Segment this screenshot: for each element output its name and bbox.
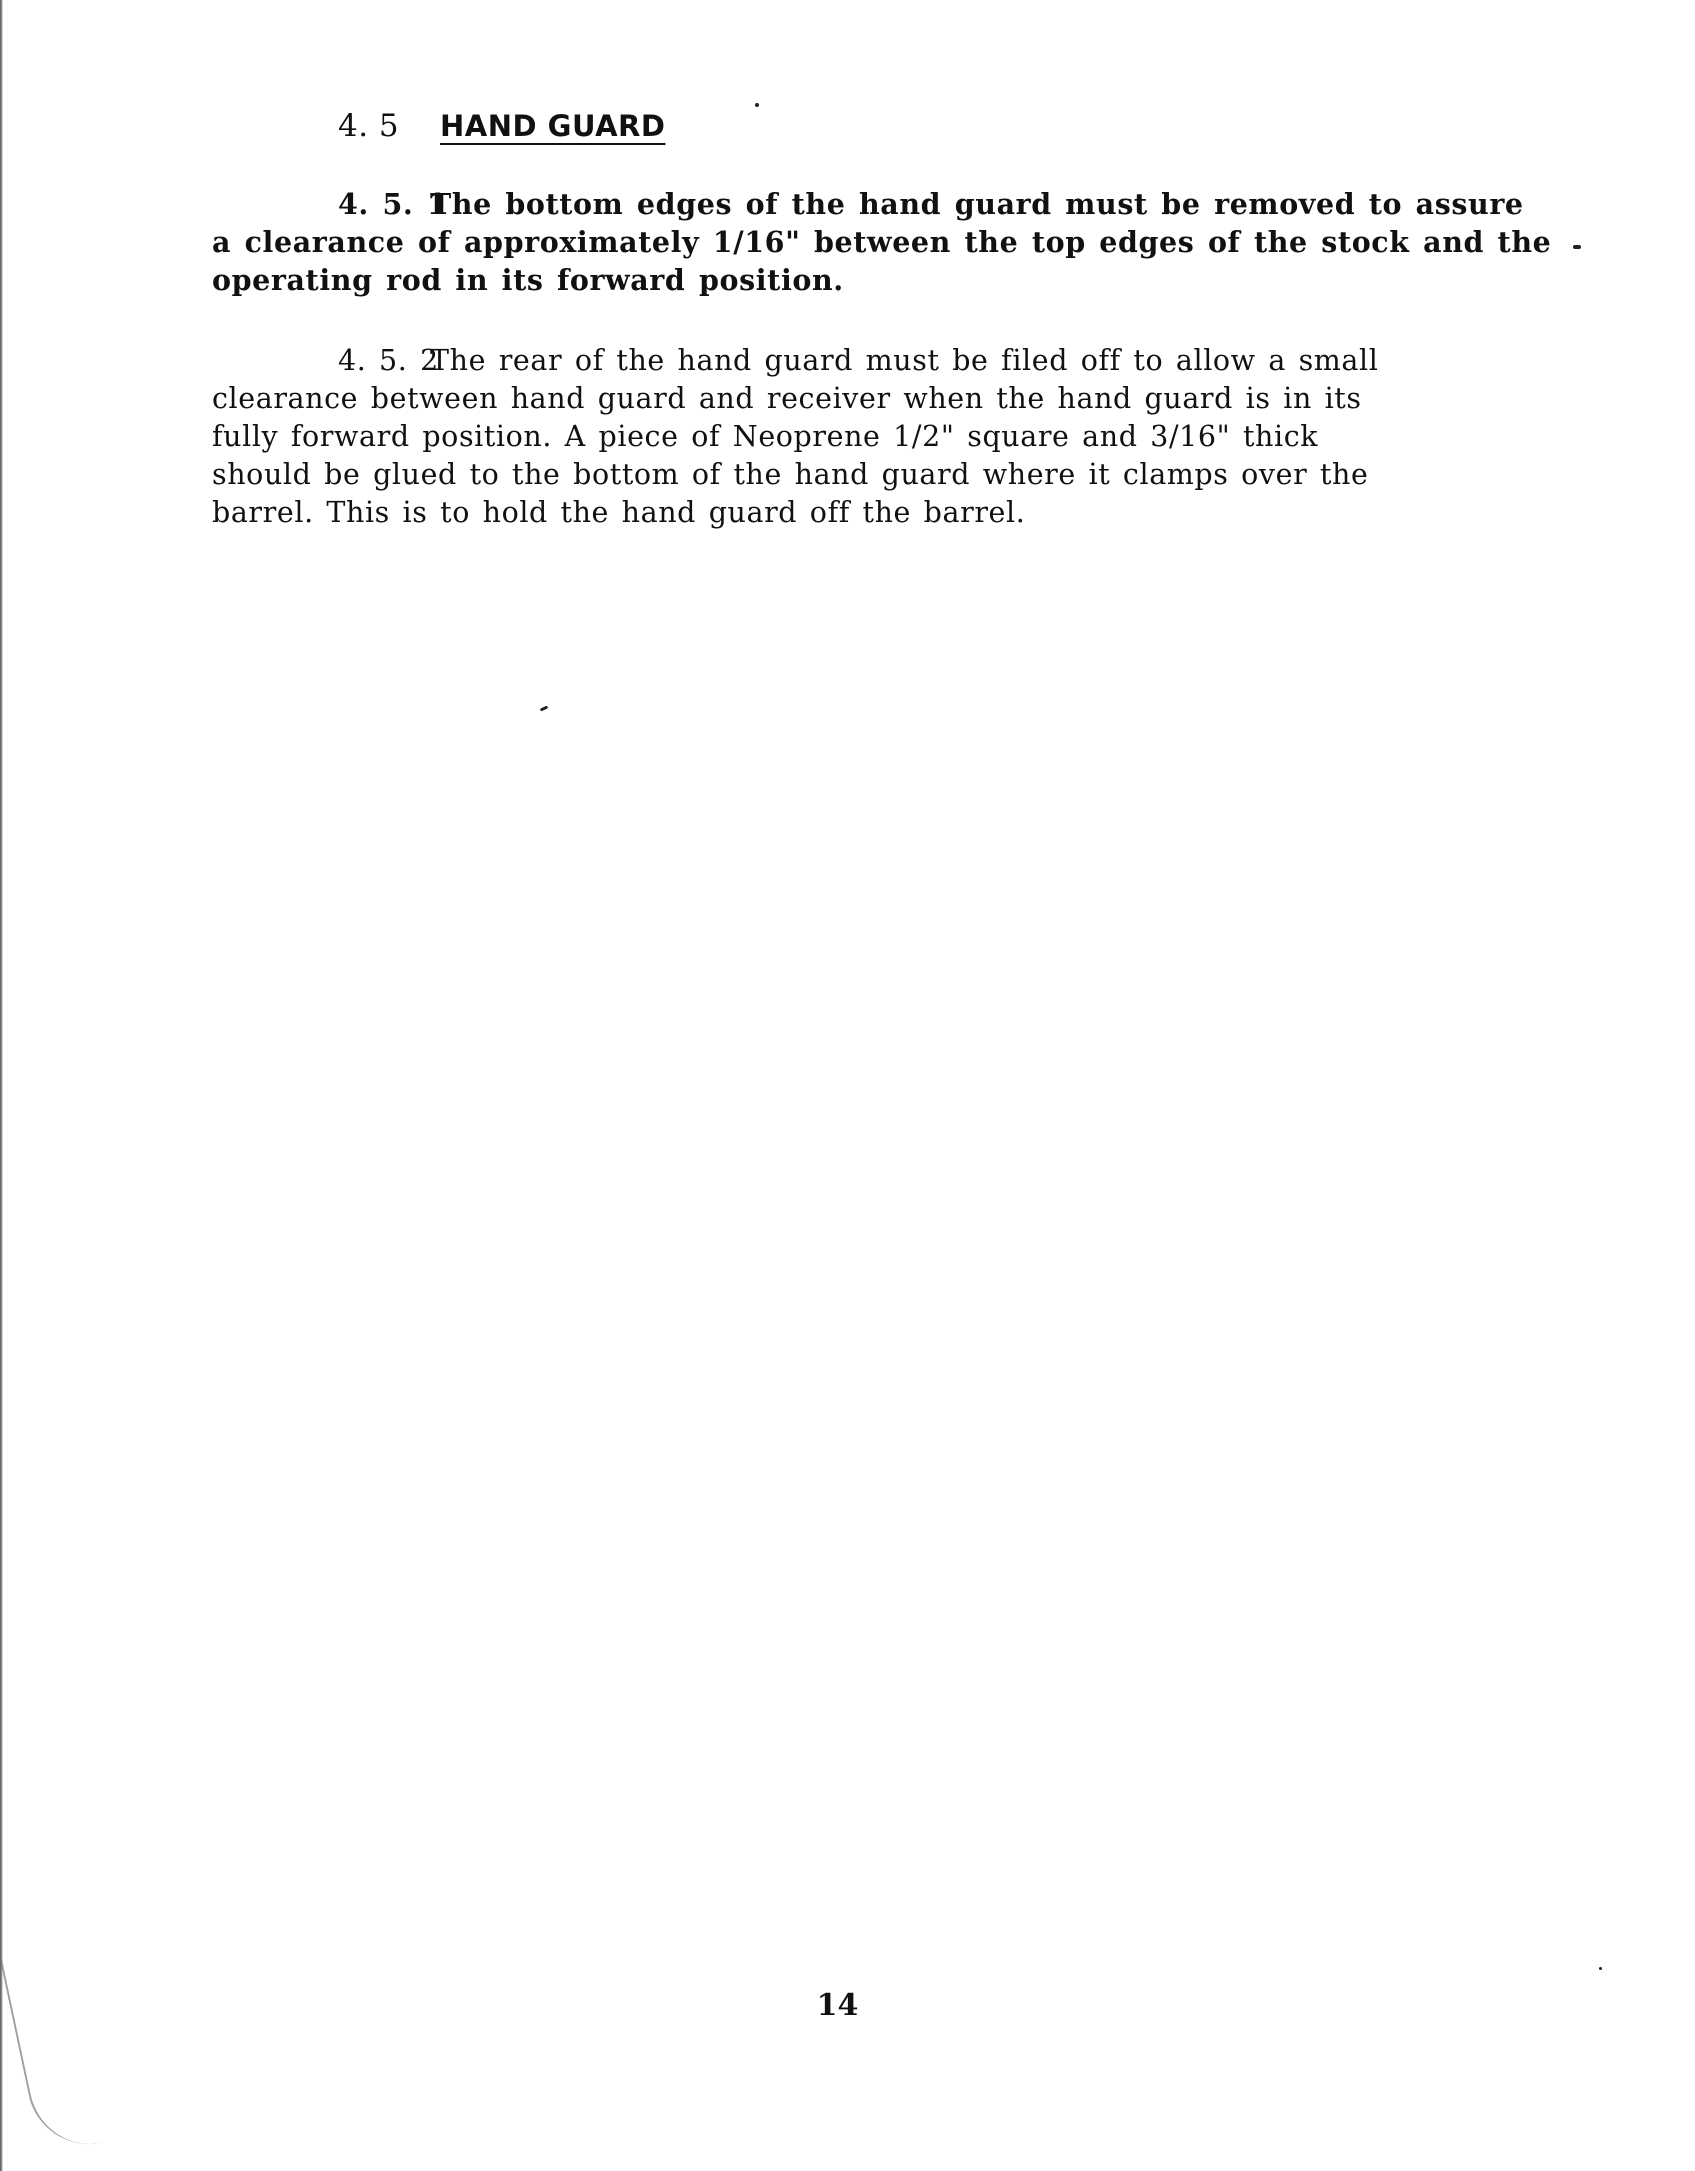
paragraph-line [212,342,1542,380]
section-number: 4. 5 [338,108,400,144]
section-heading [338,108,665,144]
scan-speck [1599,1967,1602,1970]
paragraph-line [212,185,1542,223]
section-title: HAND GUARD [440,109,666,143]
paragraph-text: The rear of the hand guard must be filed off to allow a small [430,344,1379,377]
scan-speck [755,103,759,107]
paragraph-4-5-1 [212,185,1552,299]
paragraph-line: a clearance of approximately 1/16" between the top edges of the stock and the [212,225,1552,259]
paragraph-line: operating rod in its forward position. [212,263,844,297]
scan-speck [1573,245,1581,249]
paragraph-number: 4. 5. 2 [338,344,439,377]
paragraph-text: The bottom edges of the hand guard must be removed to assure [430,187,1524,221]
paragraph-4-5-2 [212,342,1542,532]
paragraph-line: barrel. This is to hold the hand guard off the barrel. [212,496,1026,529]
paragraph-line: fully forward position. A piece of Neoprene 1/2" square and 3/16" thick [212,420,1319,453]
paragraph-line: clearance between hand guard and receiver when the hand guard is in its [212,382,1362,415]
page-curl-shadow [0,1947,102,2156]
scanned-page-edge [0,0,3,2171]
paragraph-number: 4. 5. 1 [338,187,448,221]
scan-speck [540,705,549,711]
paragraph-line: should be glued to the bottom of the hand guard where it clamps over the [212,458,1369,491]
page-number: 14 [816,1988,859,2023]
